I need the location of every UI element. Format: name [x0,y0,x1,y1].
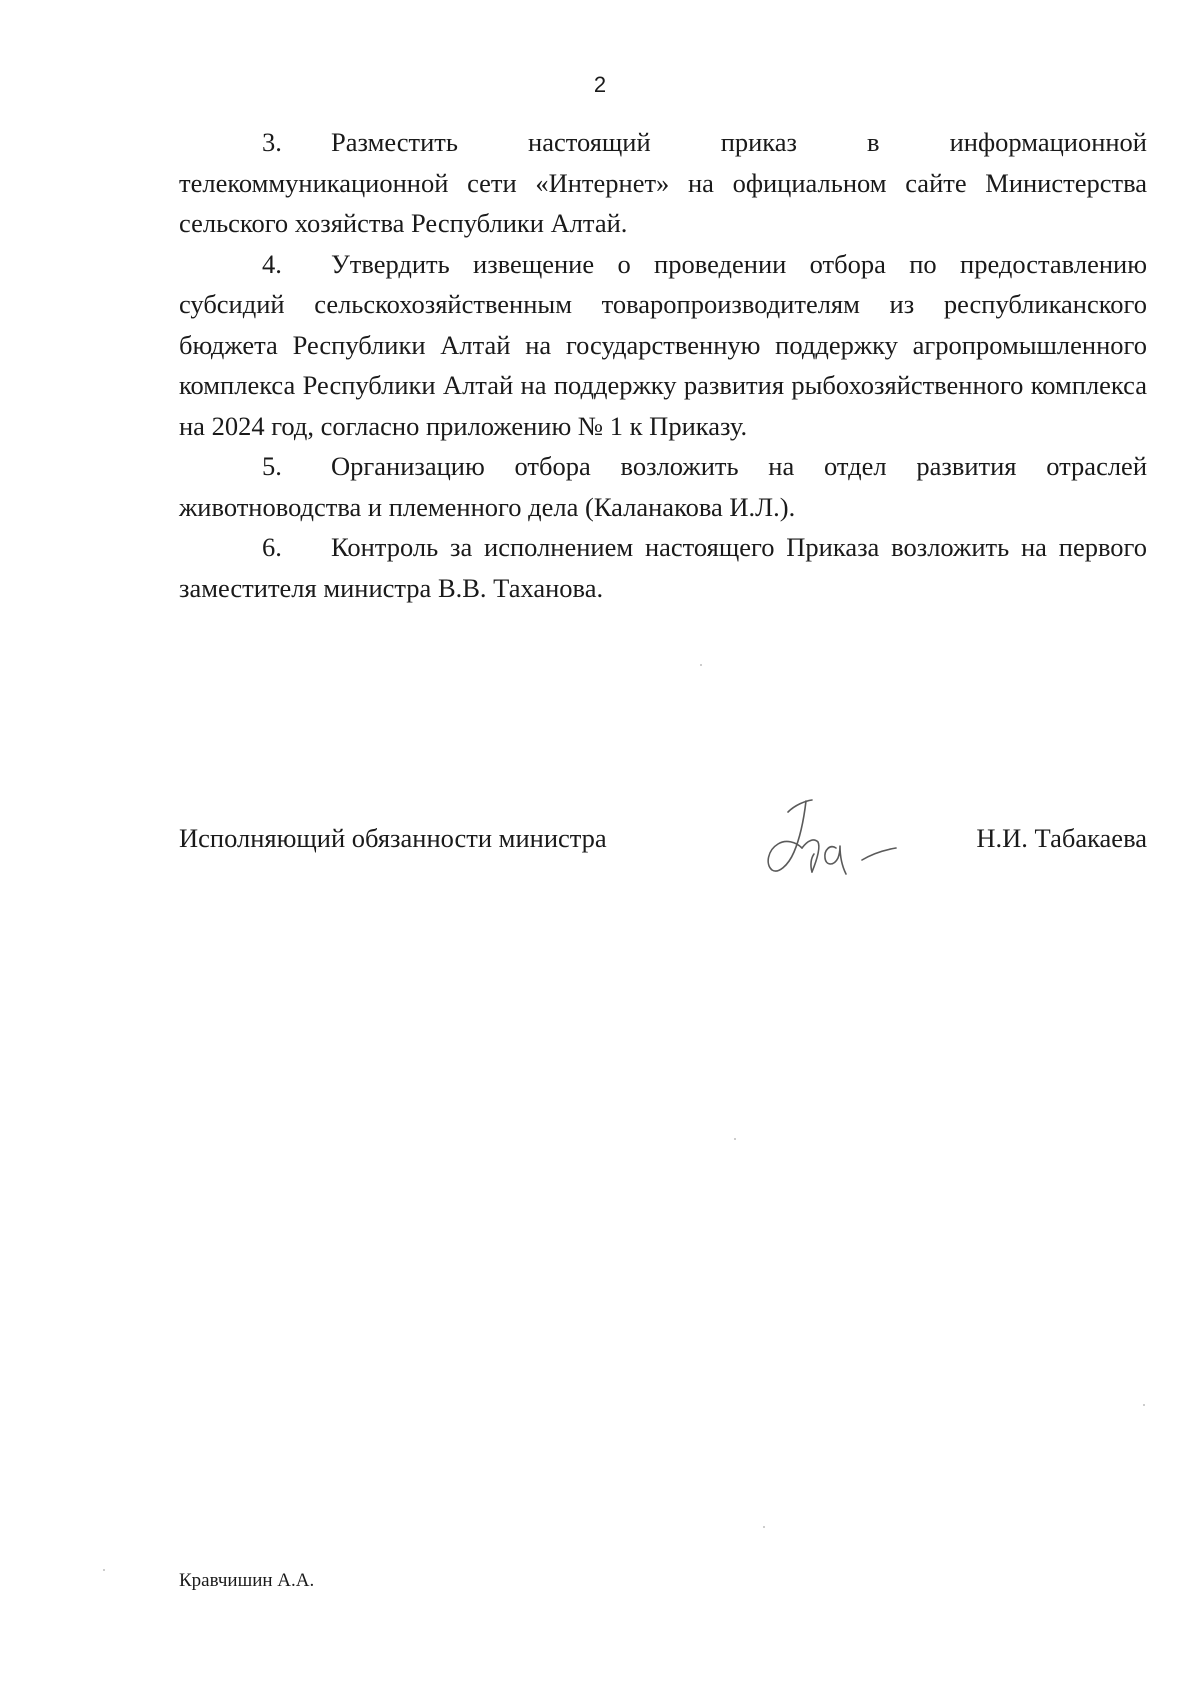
scan-artifact [734,1138,736,1140]
paragraph-number: 3. [262,127,282,157]
scan-artifact [700,664,702,666]
paragraph-3 [179,122,1147,244]
signatory-title: Исполняющий обязанности министра [179,823,607,853]
paragraph-number: 6. [262,532,282,562]
paragraph-5 [179,446,1147,527]
paragraph-text: Разместить настоящий приказ в информационной телекоммуникационной сети «Интернет» на официальном сайте Министерства сельского хозяйства Республики Алтай. [179,127,1147,238]
signature-block [179,818,1147,858]
paragraph-text: Организацию отбора возложить на отдел развития отраслей животноводства и племенного дела (Каланакова И.Л.). [179,451,1147,522]
paragraph-number: 4. [262,248,282,279]
page-number: 2 [593,72,607,97]
signatory-name: Н.И. Табакаева [976,823,1147,853]
scan-artifact [1143,1404,1145,1406]
paragraph-text: Контроль за исполнением настоящего Приказа возложить на первого заместителя министра В.В. Таханова. [179,532,1147,603]
paragraph-number: 5. [262,451,282,481]
scan-artifact [103,1569,105,1571]
scan-artifact [763,1526,765,1528]
document-body [179,122,1147,608]
paragraph-4 [179,244,1147,447]
executor-name: Кравчишин А.А. [179,1570,315,1591]
handwritten-signature-icon [750,770,940,900]
paragraph-text: Утвердить извещение о проведении отбора по предоставлению субсидий сельскохозяйственным товаропроизводителям из республиканского бюджета Республики Алтай на государственную поддержку агропромышленного комплекса Республики Алтай на поддержку развития рыбохозяйственного комплекса на 2024 год, согласно приложению № 1 к Приказу. [179,248,1147,441]
paragraph-6 [179,527,1147,608]
